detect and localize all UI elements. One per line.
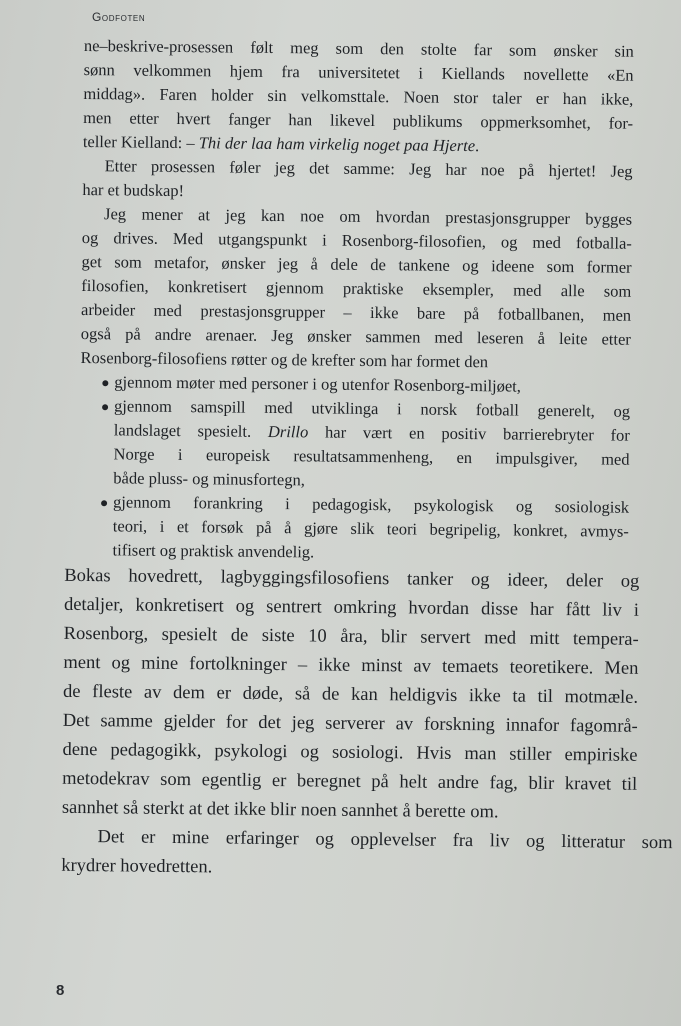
quote-end: . — [475, 136, 480, 156]
body-line: Jeg mener at jeg kan noe om hvordan prestasjonsgrupper bygges — [104, 204, 633, 229]
bullet-text: gjennom samspill med utviklinga i norsk fotball generelt, og — [114, 396, 631, 421]
kielland-quote: Thi der laa ham virkelig noget paa Hjerte — [198, 133, 476, 156]
body-line: Etter prosessen føler jeg det samme: Jeg har noe på hjertet! Jeg — [104, 156, 633, 181]
bullet-continuation: både pluss- og minusfortegn, — [113, 468, 306, 490]
bullet-text: gjennom forankring i pedagogisk, psykologisk og sosiologisk — [113, 492, 630, 517]
body-line: de fleste av dem er døde, så de kan heldigvis ikke ta til motmæle. — [63, 681, 639, 708]
body-line: middag». Faren holder sin velkomsttale. Noen stor taler er han ikke, — [83, 83, 634, 109]
body-line: sannhet så sterkt at det ikke blir noen sannhet å berette om. — [61, 797, 499, 823]
body-line: ne–beskrive-prosessen følt meg som den stolte far som ønsker sin — [83, 35, 634, 61]
drillo-name: Drillo — [267, 421, 309, 442]
body-line: dene pedagogikk, psykologi og sosiologi. Hvis man stiller empiriske — [62, 739, 638, 766]
body-line: også på andre arenaer. Jeg ønsker sammen med leseren å leite etter — [80, 323, 631, 349]
body-line: filosofien, konkretisert gjennom praktiske eksempler, med alle som — [81, 275, 632, 301]
body-line: krydrer hovedretten. — [61, 855, 213, 878]
bullet-dot-icon — [102, 404, 108, 410]
page-body — [61, 34, 673, 887]
body-line: arbeider med prestasjonsgrupper – ikke bare på fotballbanen, men — [81, 299, 632, 325]
body-line: Det samme gjelder for det jeg serverer av forskning innafor fagområ- — [62, 710, 638, 737]
body-line: Bokas hovedrett, lagbyggingsfilosofiens tanker og ideer, deler og — [64, 565, 640, 592]
body-line: Rosenborg-filosofiens røtter og de krefter som har formet den — [80, 347, 489, 372]
body-line: men etter hvert fanger han likevel publikums oppmerksomhet, for- — [83, 107, 634, 133]
bullet-continuation: Norge i europeisk resultatsammenheng, en impulsgiver, med — [113, 444, 630, 469]
body-line: har et budskap! — [82, 179, 185, 201]
bullet-text: har vært en positiv barrierebryter for — [308, 422, 630, 445]
running-head: Godfoten — [92, 10, 146, 24]
bullet-text: landslaget spesielt. — [113, 420, 269, 441]
body-line: ment og mine fortolkninger – ikke minst av temaets teoretikere. Men — [63, 652, 639, 679]
body-line: sønn velkommen hjem fra universitetet i Kiellands novellette «En — [83, 59, 634, 85]
quote-lead: teller Kielland: – — [82, 131, 199, 153]
bullet-list — [78, 370, 630, 568]
bullet-continuation: tifisert og praktisk anvendelig. — [112, 540, 315, 562]
bullet-continuation: teori, i et forsøk på å gjøre slik teori begripelig, konkret, avmys- — [112, 516, 629, 541]
body-line: metodekrav som egentlig er beregnet på helt andre fag, blir kravet til — [62, 768, 638, 795]
bullet-dot-icon — [102, 380, 108, 386]
body-line: Rosenborg, spesielt de siste 10 åra, blir servert med mitt tempera- — [63, 623, 639, 650]
body-line: get som metafor, ønsker jeg å dele de tankene og ideene som former — [81, 251, 632, 277]
body-line: Det er mine erfaringer og opplevelser fra liv og litteratur som — [97, 827, 673, 854]
body-line: detaljer, konkretisert og sentrert omkring hvordan disse har fått liv i — [63, 594, 640, 621]
bullet-dot-icon — [101, 500, 107, 506]
bullet-text: gjennom møter med personer i og utenfor Rosenborg-miljøet, — [114, 372, 522, 396]
page-number: 8 — [56, 982, 65, 999]
body-line: og drives. Med utgangspunkt i Rosenborg-filosofien, og med fotballa- — [81, 227, 632, 253]
